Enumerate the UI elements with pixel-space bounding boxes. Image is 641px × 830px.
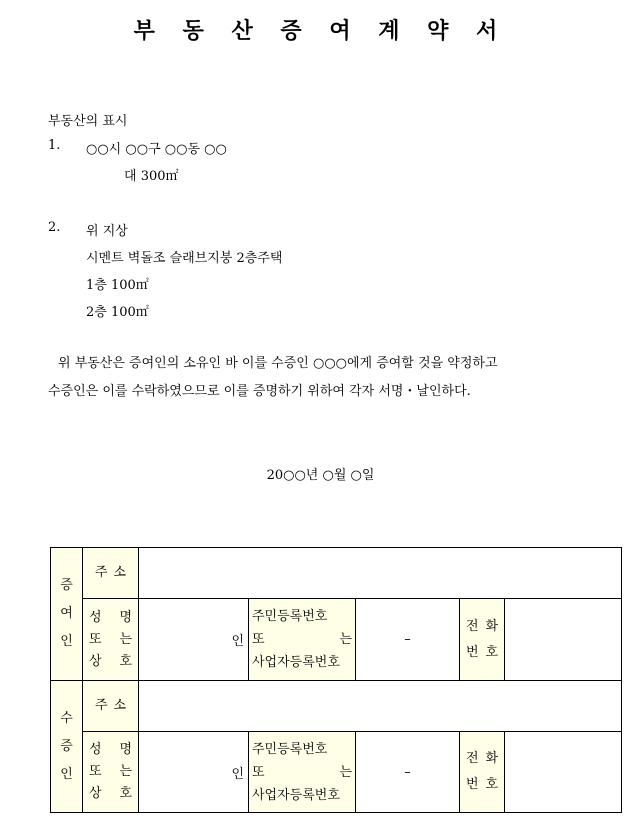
donee-label: 수 증 인 xyxy=(51,681,83,813)
donee-name-label: 성 명 또 는 상 호 xyxy=(83,732,139,813)
agreement-line2: 수증인은 이를 수락하였으므로 이를 증명하기 위하여 각자 서명・날인하다. xyxy=(48,384,471,399)
item2-label: 위 지상 xyxy=(86,224,128,239)
item1-land: 대 300㎡ xyxy=(124,169,179,184)
donor-seal-mark: 인 xyxy=(231,634,244,649)
donee-phone-label: 전 화 번 호 xyxy=(460,732,505,813)
item2-building: 시멘트 벽돌조 슬래브지붕 2층주택 xyxy=(86,251,283,266)
document-title: 부 동 산 증 여 계 약 서 xyxy=(133,19,508,44)
contract-date: 20○○년 ○월 ○일 xyxy=(266,468,375,483)
donor-reg-dash: – xyxy=(404,632,411,647)
donee-name-field[interactable] xyxy=(139,732,249,813)
donor-name-field[interactable] xyxy=(139,599,249,681)
item2-number: 2. xyxy=(48,220,61,235)
donor-phone-label: 전 화 번 호 xyxy=(460,599,505,681)
donor-reg-field[interactable] xyxy=(356,599,460,681)
donee-reg-dash: – xyxy=(404,764,411,780)
item2-floor2: 2층 100㎡ xyxy=(86,305,149,320)
donor-phone-field[interactable] xyxy=(505,599,622,681)
signature-table xyxy=(50,547,622,813)
donor-reg-label: 주민등록번호 또 는 사업자등록번호 xyxy=(249,599,356,681)
agreement-line1: 위 부동산은 증여인의 소유인 바 이를 수증인 ○○○에게 증여할 것을 약정하고 xyxy=(58,356,498,371)
donor-name-label: 성 명 또 는 상 호 xyxy=(83,599,139,681)
donee-phone-field[interactable] xyxy=(505,732,622,813)
donor-label: 증 여 인 xyxy=(51,548,83,681)
item1-number: 1. xyxy=(48,138,61,153)
donee-address-label: 주 소 xyxy=(83,681,139,732)
donor-address-label: 주 소 xyxy=(83,548,139,599)
donee-seal-mark: 인 xyxy=(231,766,244,782)
donee-address-field[interactable] xyxy=(139,681,622,732)
item1-address: ○○시 ○○구 ○○동 ○○ xyxy=(86,142,227,157)
property-heading: 부동산의 표시 xyxy=(48,114,128,129)
item2-floor1: 1층 100㎡ xyxy=(86,278,149,293)
donee-reg-label: 주민등록번호 또 는 사업자등록번호 xyxy=(249,732,356,813)
donee-reg-field[interactable] xyxy=(356,732,460,813)
donor-address-field[interactable] xyxy=(139,548,622,599)
